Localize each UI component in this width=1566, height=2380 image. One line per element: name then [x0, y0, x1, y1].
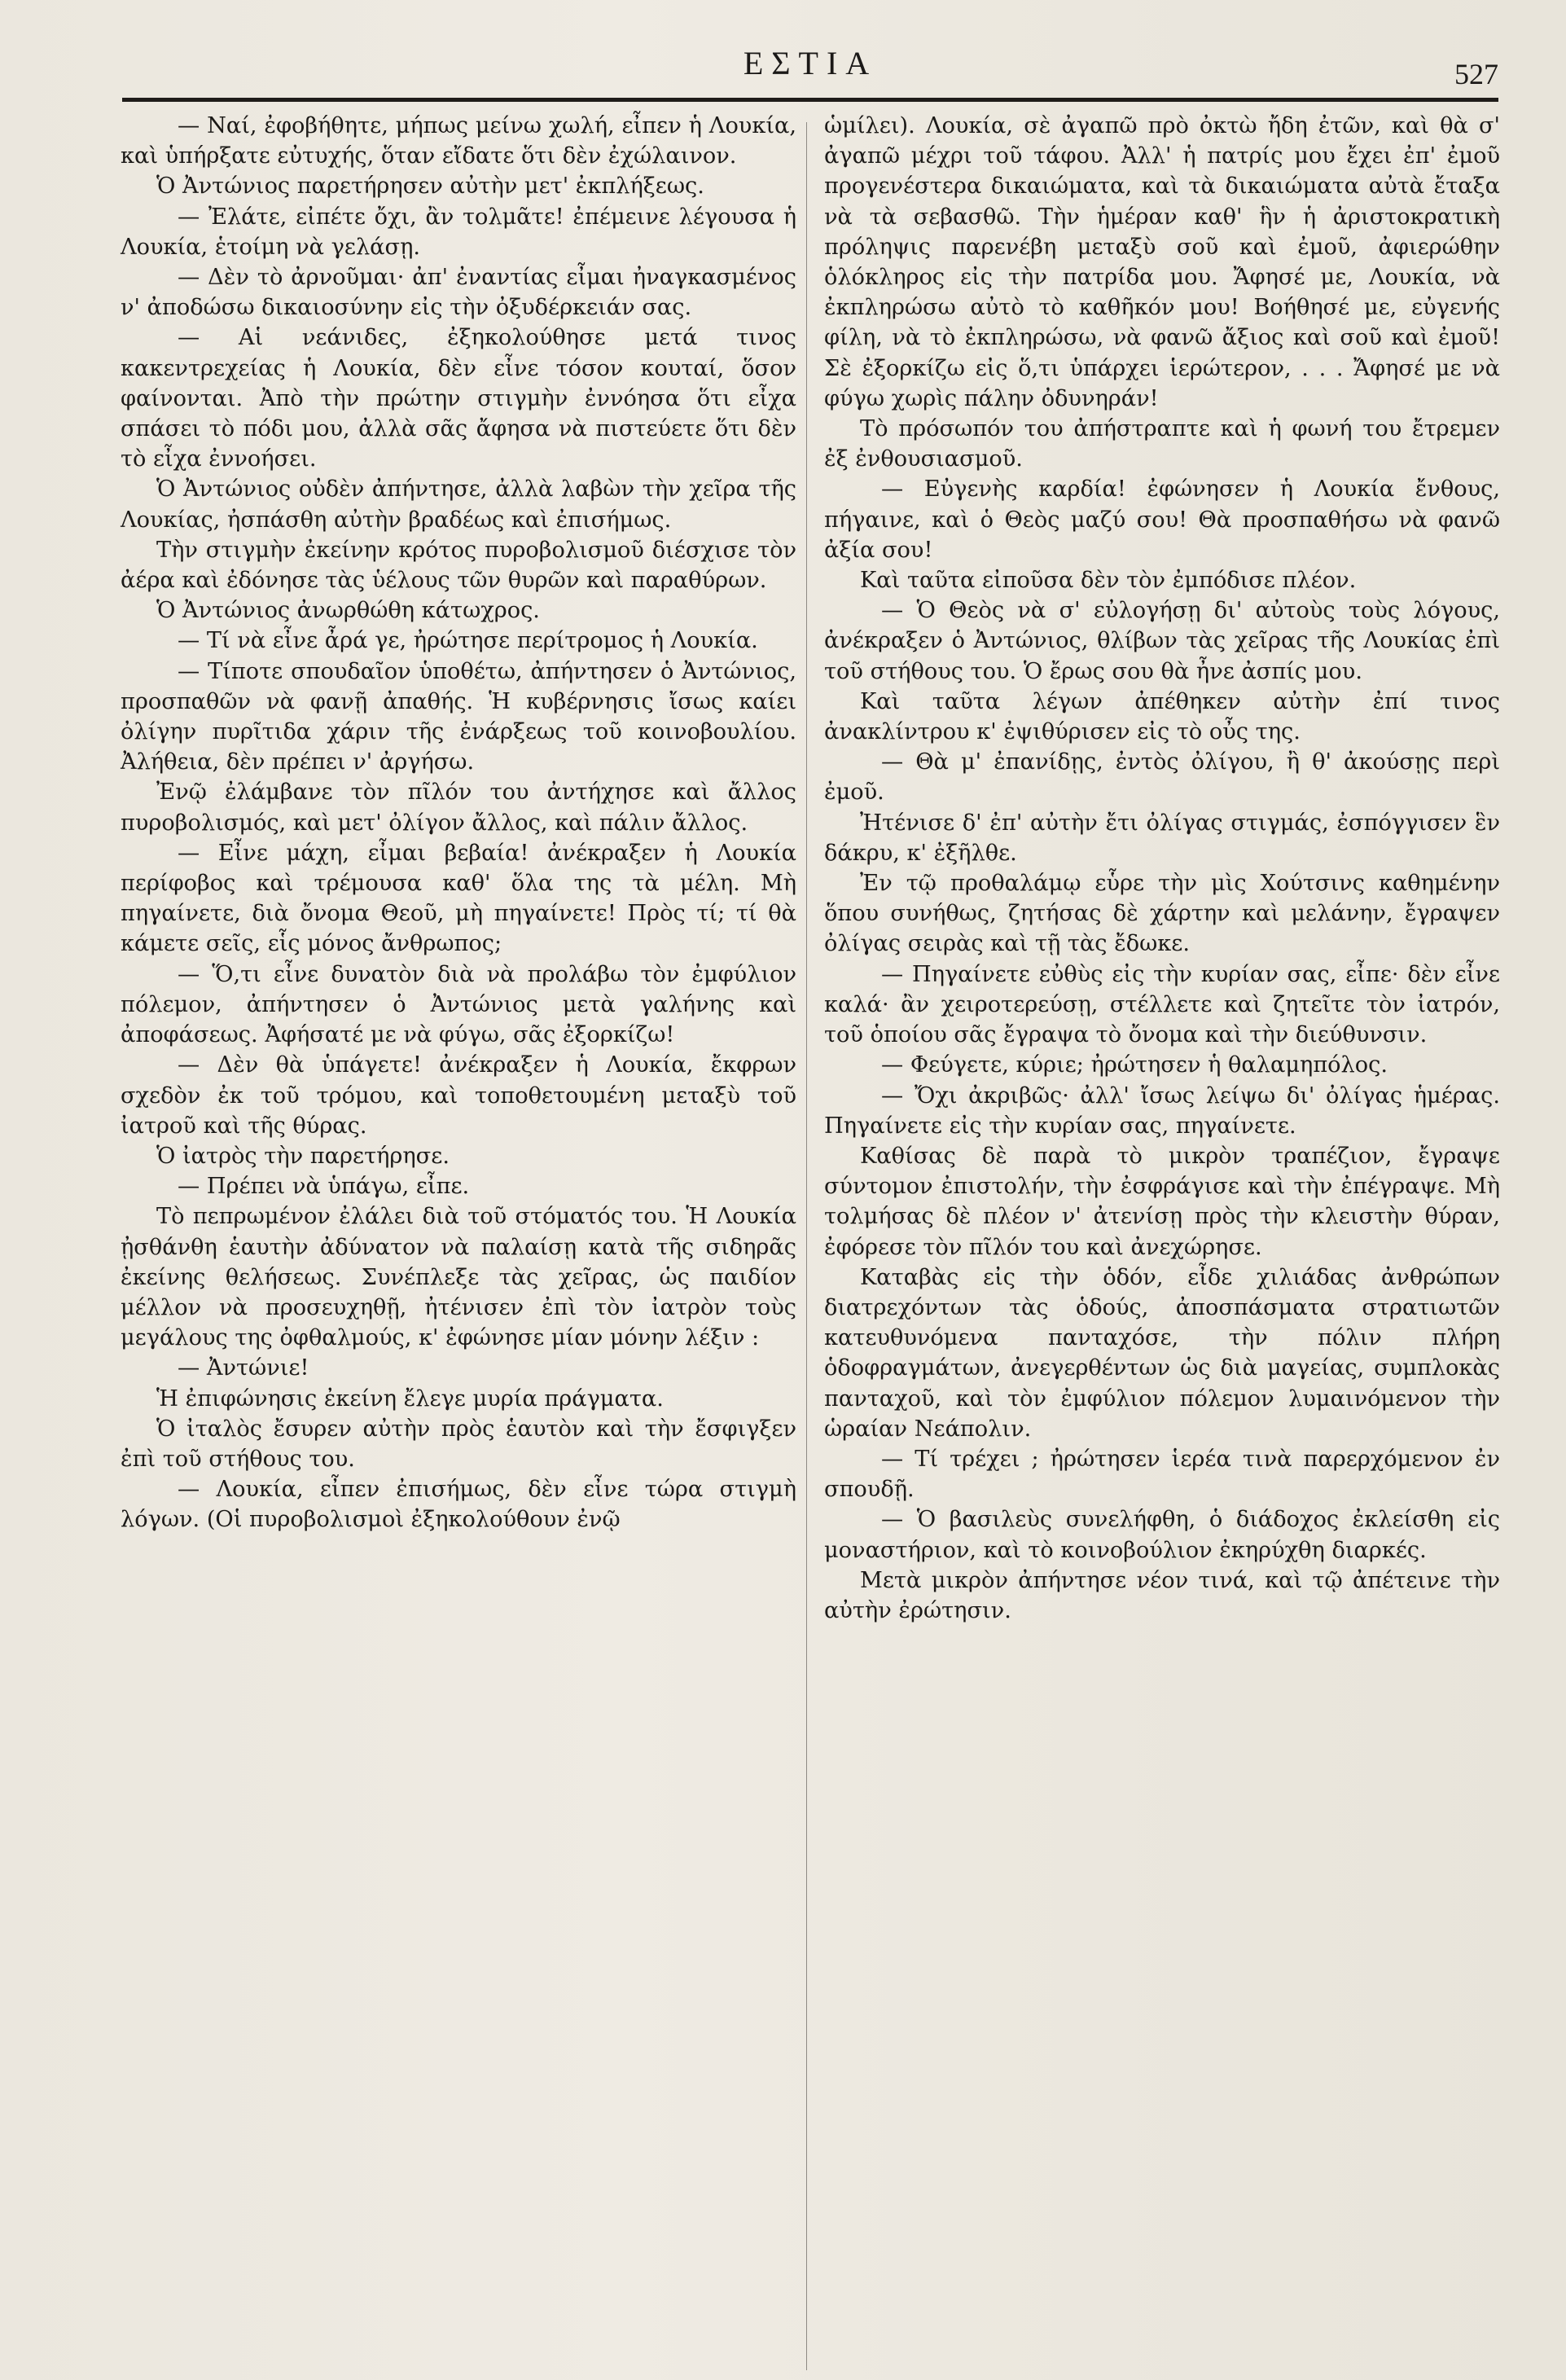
paragraph: Καταβὰς εἰς τὴν ὁδόν, εἶδε χιλιάδας ἀνθρώπων διατρεχόντων τὰς ὁδούς, ἀποσπάσματα στρατιωτῶν κατευθυνόμενα πανταχόσε, τὴν πόλιν πλήρη ὁδοφραγμάτων, ἀνεγερθέντων ὡς διὰ μαγείας, συμπλοκὰς πανταχοῦ, καὶ τὸν ἐμφύλιον πόλεμον λυμαινόμενον τὴν ὡραίαν Νεάπολιν.: [824, 1264, 1500, 1442]
paragraph: — Τί τρέχει ; ἠρώτησεν ἱερέα τινὰ παρερχόμενον ἐν σπουδῇ.: [824, 1446, 1500, 1503]
paragraph: Ἐν τῷ προθαλάμῳ εὗρε τὴν μὶς Χούτσινς καθημένην ὅπου συνήθως, ζητήσας δὲ χάρτην καὶ μελάνην, ἔγραψεν ὀλίγας σειρὰς καὶ τῇ τὰς ἔδωκε.: [824, 871, 1500, 957]
left-column: [121, 111, 796, 1535]
paragraph: — Πρέπει νὰ ὑπάγω, εἶπε.: [178, 1174, 470, 1200]
paragraph: Μετὰ μικρὸν ἀπήντησε νέον τινά, καὶ τῷ ἀπέτεινε τὴν αὐτὴν ἐρώτησιν.: [824, 1567, 1500, 1623]
paragraph: ὡμίλει). Λουκία, σὲ ἀγαπῶ πρὸ ὀκτὼ ἤδη ἐτῶν, καὶ θὰ σ' ἀγαπῶ μέχρι τοῦ τάφου. Ἀλλ' ἡ πατρίς μου ἔχει ἐπ' ἐμοῦ προγενέστερα δικαιώματα, καὶ τὰ δικαιώματα αὐτὰ ἔταξα νὰ τὰ σεβασθῶ. Τὴν ἡμέραν καθ' ἣν ἡ ἀριστοκρατικὴ πρόληψις παρενέβη μεταξὺ σοῦ καὶ ἐμοῦ, ἀφιερώθην ὁλόκληρος εἰς τὴν πατρίδα μου. Ἄφησέ με, Λουκία, νὰ ἐκπληρώσω αὐτὸ τὸ καθῆκόν μου! Βοήθησέ με, εὐγενής φίλη, νὰ τὸ ἐκπληρώσω, νὰ φανῶ ἄξιος καὶ σοῦ καὶ ἐμοῦ! Σὲ ἐξορκίζω εἰς ὅ,τι ὑπάρχει ἱερώτερον, . . . Ἄφησέ με νὰ φύγω χωρὶς πάλην ὀδυνηράν!: [824, 113, 1500, 411]
paragraph: Ὁ ἰταλὸς ἔσυρεν αὐτὴν πρὸς ἑαυτὸν καὶ τὴν ἔσφιγξεν ἐπὶ τοῦ στήθους του.: [121, 1416, 796, 1472]
page-number: 527: [1454, 58, 1498, 90]
paragraph: — Αἱ νεάνιδες, ἐξηκολούθησε μετά τινος κακεντρεχείας ἡ Λουκία, δὲν εἶνε τόσον κουταί, ὅσον φαίνονται. Ἀπὸ τὴν πρώτην στιγμὴν ἐννόησα ὅτι εἶχα σπάσει τὸ πόδι μου, ἀλλὰ σᾶς ἄφησα νὰ πιστεύετε ὅτι δὲν τὸ εἶχα ἐννοήσει.: [121, 325, 796, 472]
paragraph: Καθίσας δὲ παρὰ τὸ μικρὸν τραπέζιον, ἔγραψε σύντομον ἐπιστολήν, τὴν ἐσφράγισε καὶ τὴν ἐπέγραψε. Μὴ τολμήσας δὲ πλέον ν' ἀτενίσῃ πρὸς τὴν κλειστὴν θύραν, ἐφόρεσε τὸν πῖλόν του καὶ ἀνεχώρησε.: [824, 1143, 1500, 1260]
paragraph: — Ὄχι ἀκριβῶς· ἀλλ' ἴσως λείψω δι' ὀλίγας ἡμέρας. Πηγαίνετε εἰς τὴν κυρίαν σας, πηγαίνετε.: [824, 1082, 1500, 1139]
paragraph: — Ἀντώνιε!: [178, 1355, 309, 1381]
right-column: [824, 111, 1500, 1626]
paragraph: Ὁ Ἀντώνιος οὐδὲν ἀπήντησε, ἀλλὰ λαβὼν τὴν χεῖρα τῆς Λουκίας, ἠσπάσθη αὐτὴν βραδέως καὶ ἐπισήμως.: [121, 476, 796, 533]
header-rule: [122, 98, 1498, 102]
paragraph: — Εὐγενὴς καρδία! ἐφώνησεν ἡ Λουκία ἔνθους, πήγαινε, καὶ ὁ Θεὸς μαζύ σου! Θὰ προσπαθήσω νὰ φανῶ ἀξία σου!: [824, 476, 1500, 563]
paragraph: — Φεύγετε, κύριε; ἠρώτησεν ἡ θαλαμηπόλος.: [881, 1052, 1388, 1078]
paragraph: — Εἶνε μάχη, εἶμαι βεβαία! ἀνέκραξεν ἡ Λουκία περίφοβος καὶ τρέμουσα καθ' ὅλα της τὰ μέλη. Μὴ πηγαίνετε, διὰ ὄνομα Θεοῦ, μὴ πηγαίνετε! Πρὸς τί; τί θὰ κάμετε σεῖς, εἷς μόνος ἄνθρωπος;: [121, 840, 796, 957]
paragraph: Ὁ ἰατρὸς τὴν παρετήρησε.: [156, 1143, 450, 1169]
paragraph: — Πηγαίνετε εὐθὺς εἰς τὴν κυρίαν σας, εἶπε· δὲν εἶνε καλά· ἂν χειροτερεύσῃ, στέλλετε καὶ ζητεῖτε τὸν ἰατρόν, τοῦ ὁποίου σᾶς ἔγραψα τὸ ὄνομα καὶ τὴν διεύθυνσιν.: [824, 961, 1500, 1048]
newspaper-title: ΕΣΤΙΑ: [743, 45, 878, 81]
paragraph: Ἐνῷ ἐλάμβανε τὸν πῖλόν του ἀντήχησε καὶ ἄλλος πυροβολισμός, καὶ μετ' ὀλίγον ἄλλος, καὶ πάλιν ἄλλος.: [121, 779, 796, 836]
paragraph: — Τί νὰ εἶνε ἆρά γε, ἠρώτησε περίτρομος ἡ Λουκία.: [178, 628, 758, 654]
paragraph: — Ὁ Θεὸς νὰ σ' εὐλογήσῃ δι' αὐτοὺς τοὺς λόγους, ἀνέκραξεν ὁ Ἀντώνιος, θλίβων τὰς χεῖρας τῆς Λουκίας ἐπὶ τοῦ στήθους του. Ὁ ἔρως σου θὰ ἦνε ἀσπίς μου.: [824, 598, 1500, 684]
paragraph: Ὁ Ἀντώνιος παρετήρησεν αὐτὴν μετ' ἐκπλήξεως.: [156, 173, 704, 200]
paragraph: — Δὲν θὰ ὑπάγετε! ἀνέκραξεν ἡ Λουκία, ἔκφρων σχεδὸν ἐκ τοῦ τρόμου, καὶ τοποθετουμένη μεταξὺ τοῦ ἰατροῦ καὶ τῆς θύρας.: [121, 1052, 796, 1139]
paragraph: — Ναί, ἐφοβήθητε, μήπως μείνω χωλή, εἶπεν ἡ Λουκία, καὶ ὑπήρξατε εὐτυχής, ὅταν εἴδατε ὅτι δὲν ἐχώλαινον.: [121, 113, 796, 169]
paragraph: Καὶ ταῦτα λέγων ἀπέθηκεν αὐτὴν ἐπί τινος ἀνακλίντρου κ' ἐψιθύρισεν εἰς τὸ οὖς της.: [824, 688, 1500, 745]
paragraph: Τὴν στιγμὴν ἐκείνην κρότος πυροβολισμοῦ διέσχισε τὸν ἀέρα καὶ ἐδόνησε τὰς ὑέλους τῶν θυρῶν καὶ παραθύρων.: [121, 537, 796, 594]
paragraph: — Λουκία, εἶπεν ἐπισήμως, δὲν εἶνε τώρα στιγμὴ λόγων. (Οἱ πυροβολισμοὶ ἐξηκολούθουν ἐνῷ: [121, 1477, 796, 1533]
paragraph: Ὁ Ἀντώνιος ἀνωρθώθη κάτωχρος.: [156, 598, 540, 624]
column-divider: [806, 122, 807, 2370]
paragraph: — Τίποτε σπουδαῖον ὑποθέτω, ἀπήντησεν ὁ Ἀντώνιος, προσπαθῶν νὰ φανῇ ἀπαθής. Ἡ κυβέρνησις ἴσως καίει ὀλίγην πυρῖτιδα χάριν τῆς ἐνάρξεως τοῦ κοινοβουλίου. Ἀλήθεια, δὲν πρέπει ν' ἀργήσω.: [121, 658, 796, 775]
paragraph: Τὸ πεπρωμένον ἐλάλει διὰ τοῦ στόματός του. Ἡ Λουκία ᾐσθάνθη ἑαυτὴν ἀδύνατον νὰ παλαίσῃ κατὰ τῆς σιδηρᾶς ἐκείνης θελήσεως. Συνέπλεξε τὰς χεῖρας, ὡς παιδίον μέλλον νὰ προσευχηθῇ, ἠτένισεν ἐπὶ τὸν ἰατρὸν τοὺς μεγάλους της ὀφθαλμούς, κ' ἐφώνησε μίαν μόνην λέξιν :: [121, 1204, 796, 1351]
paragraph: Τὸ πρόσωπόν του ἀπήστραπτε καὶ ἡ φωνή του ἔτρεμεν ἐξ ἐνθουσιασμοῦ.: [824, 416, 1500, 472]
paragraph: — Δὲν τὸ ἀρνοῦμαι· ἀπ' ἐναντίας εἶμαι ἠναγκασμένος ν' ἀποδώσω δικαιοσύνην εἰς τὴν ὀξυδέρκειάν σας.: [121, 265, 796, 321]
page-header: [122, 36, 1498, 93]
paragraph: — Θὰ μ' ἐπανίδῃς, ἐντὸς ὀλίγου, ἢ θ' ἀκούσῃς περὶ ἐμοῦ.: [824, 749, 1500, 806]
paragraph: Καὶ ταῦτα εἰποῦσα δὲν τὸν ἐμπόδισε πλέον.: [860, 568, 1357, 594]
paragraph: Ἠτένισε δ' ἐπ' αὐτὴν ἔτι ὀλίγας στιγμάς, ἐσπόγγισεν ἓν δάκρυ, κ' ἐξῆλθε.: [824, 810, 1500, 866]
paragraph: — Ἐλάτε, εἰπέτε ὄχι, ἂν τολμᾶτε! ἐπέμεινε λέγουσα ἡ Λουκία, ἑτοίμη νὰ γελάσῃ.: [121, 204, 796, 260]
paragraph: — Ὁ βασιλεὺς συνελήφθη, ὁ διάδοχος ἐκλείσθη εἰς μοναστήριον, καὶ τὸ κοινοβούλιον ἐκηρύχθη διαρκές.: [824, 1507, 1500, 1563]
paragraph: Ἡ ἐπιφώνησις ἐκείνη ἔλεγε μυρία πράγματα.: [156, 1385, 664, 1412]
paragraph: — Ὅ,τι εἶνε δυνατὸν διὰ νὰ προλάβω τὸν ἐμφύλιον πόλεμον, ἀπήντησεν ὁ Ἀντώνιος μετὰ γαλήνης καὶ ἀποφάσεως. Ἀφήσατέ με νὰ φύγω, σᾶς ἐξορκίζω!: [121, 961, 796, 1048]
